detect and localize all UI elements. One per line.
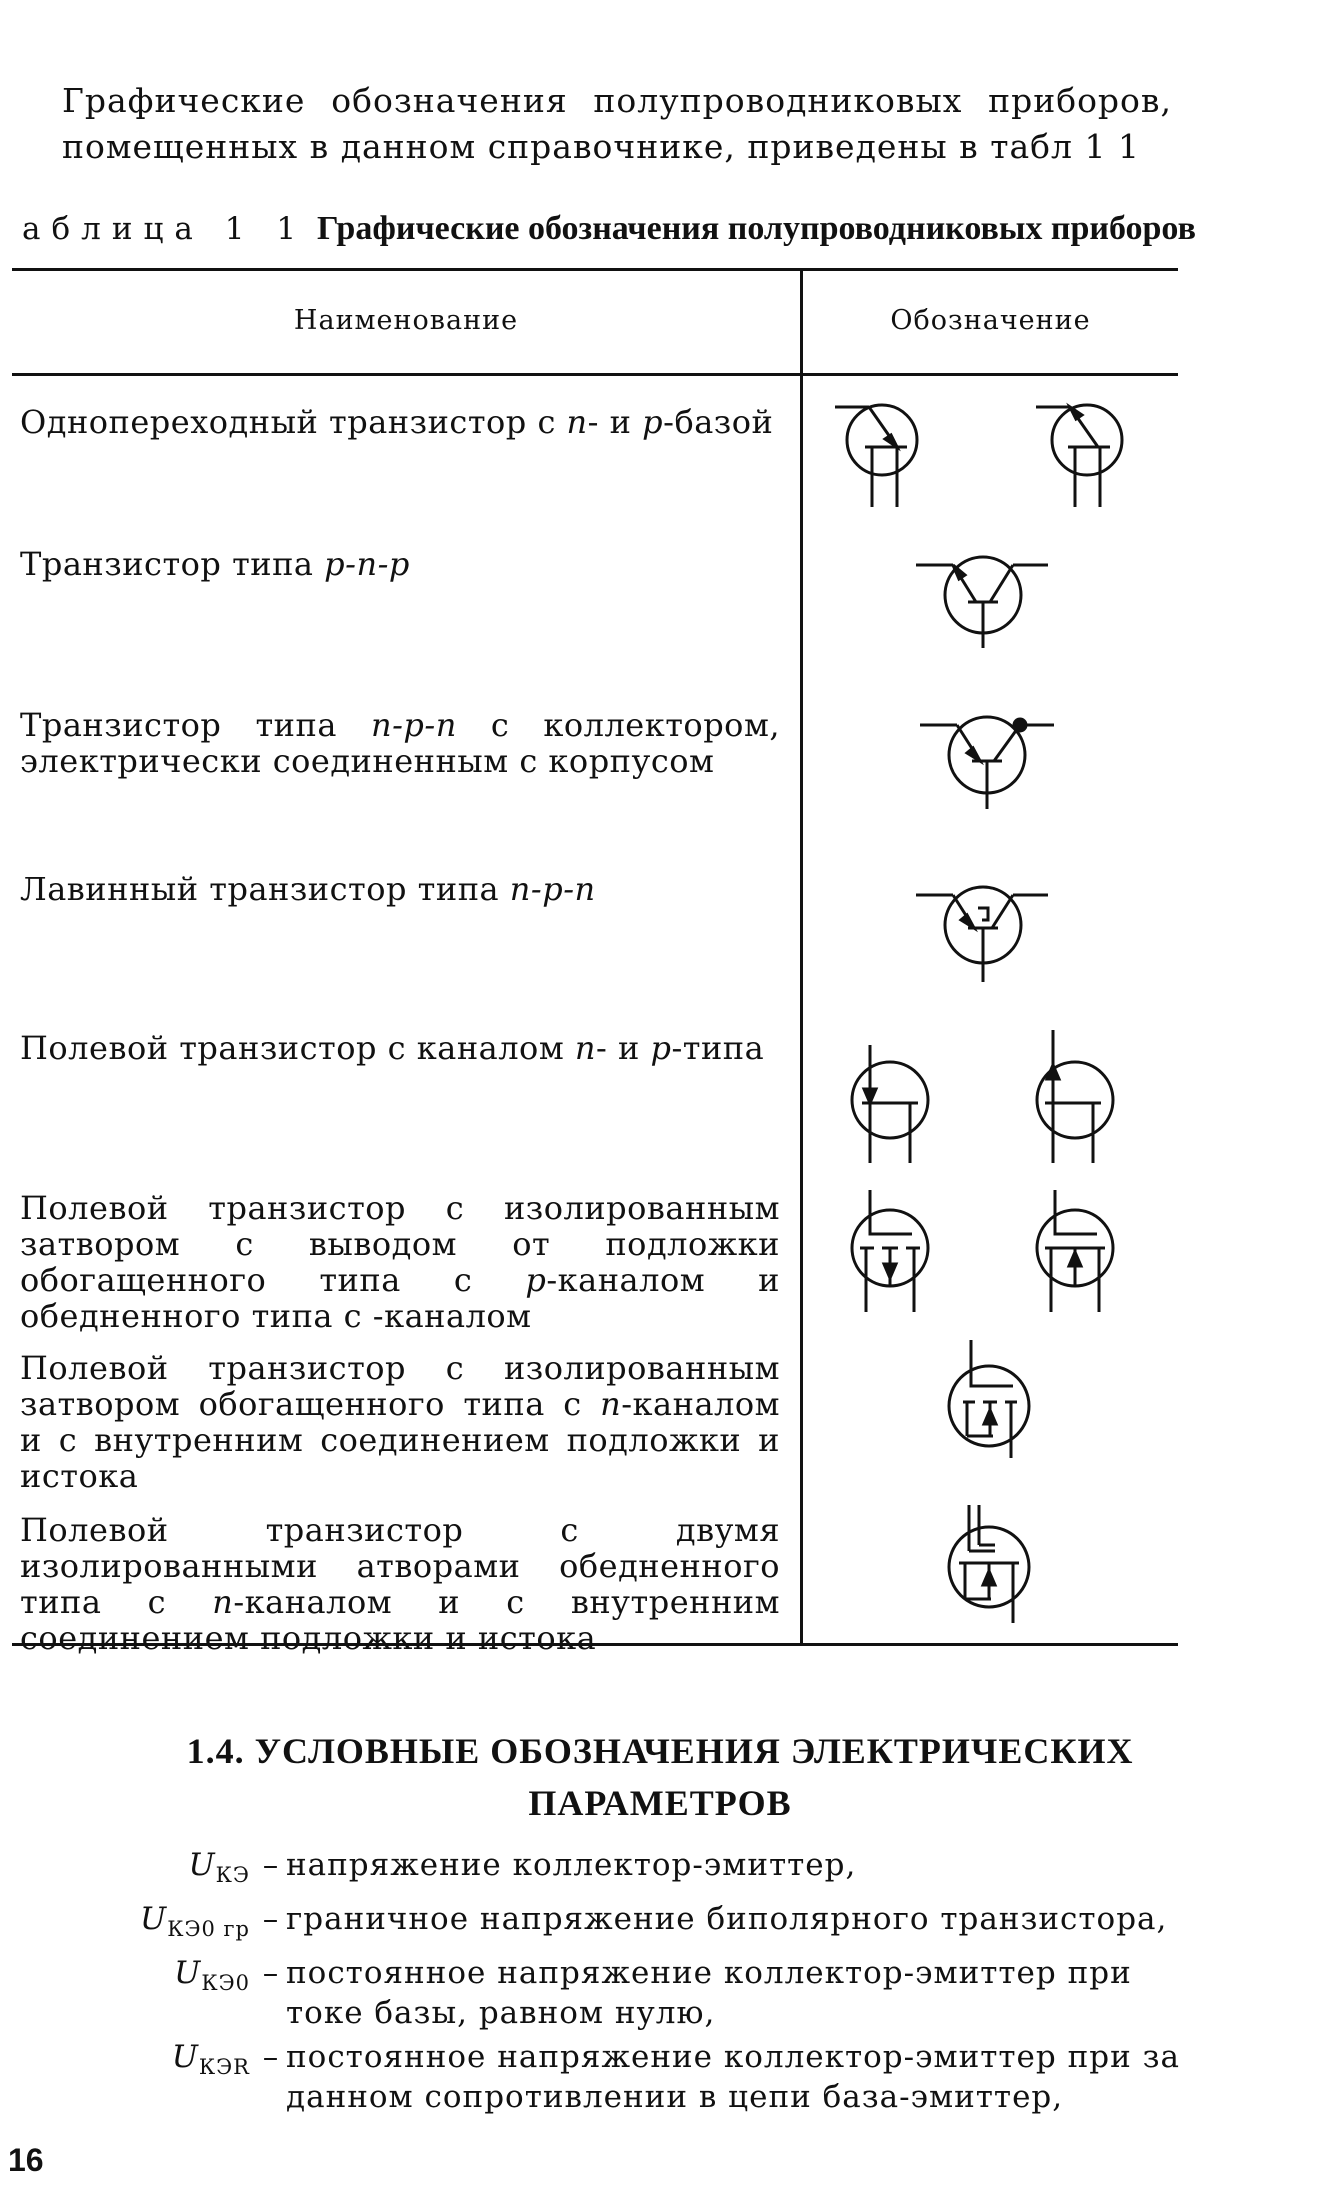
intro-paragraph: Графические обозначения полупроводниковых приборов, помещенных в данном справочнике, приведены в табл 1 1	[62, 81, 1172, 166]
table-column-divider	[800, 268, 803, 1646]
row-6-name: Полевой транзистор с изолированным затвором с выводом от подложки обогащенного типа с p-каналом и обедненного типа с -каналом	[20, 1189, 781, 1335]
section-heading	[0, 1725, 1320, 1829]
parameter-description: граничное напряжение биполярного транзистора,	[286, 1901, 1168, 1938]
unijunction-transistor-p-icon	[1030, 395, 1140, 515]
section-title-line1: УСЛОВНЫЕ ОБОЗНАЧЕНИЯ ЭЛЕКТРИЧЕСКИХ	[254, 1731, 1134, 1771]
table-caption	[22, 210, 1196, 248]
row-5-name: Полевой транзистор с каналом n- и p-типа	[20, 1029, 765, 1067]
parameter-item	[100, 1845, 1200, 1895]
parameter-item	[100, 1899, 1200, 1949]
avalanche-npn-icon	[908, 870, 1058, 990]
dual-gate-mosfet-icon	[935, 1505, 1045, 1630]
row-4-name: Лавинный транзистор типа n-p-n	[20, 870, 596, 908]
parameter-term: $U_{КЭ0}$	[174, 1955, 250, 1996]
row-3-name: Транзистор типа n-p-n с коллектором, электрически соединенным с корпусом	[20, 706, 780, 780]
page-number: 16	[8, 2142, 44, 2178]
mosfet-n-depletion-icon	[1025, 1190, 1135, 1320]
row-1-name: Однопереходный транзистор с n- и p-базой	[20, 403, 774, 441]
mosfet-n-enhancement-internal-icon	[935, 1340, 1045, 1465]
header-name: Наименование	[293, 305, 519, 336]
table-header-rule	[12, 373, 1178, 376]
parameter-description: постоянное напряжение коллектор-эмиттер при токе базы, равном нулю,	[286, 1955, 1132, 2032]
parameter-dash: –	[262, 2039, 280, 2076]
jfet-p-channel-icon	[1025, 1025, 1135, 1170]
header-symbol: Обозначение	[890, 305, 1091, 336]
parameter-term: $U_{КЭR}$	[171, 2039, 250, 2080]
table-caption-prefix: аблица 1 1	[22, 211, 308, 247]
row-7-name: Полевой транзистор с изолированным затвором обогащенного типа с n-каналом и с внутренним соединением подложки и истока	[20, 1349, 780, 1495]
parameter-list	[100, 1845, 1200, 2117]
row-8-name: Полевой транзистор с двумя изолированными атворами обедненного типа с n-каналом и с внутренним соединением подложки и истока	[20, 1511, 781, 1657]
jfet-n-channel-icon	[840, 1035, 950, 1170]
parameter-item	[100, 2037, 1200, 2117]
parameter-dash: –	[262, 1847, 280, 1883]
parameter-term: $U_{КЭ}$	[188, 1847, 250, 1888]
section-heading-line1	[0, 1725, 1320, 1777]
parameter-description: напряжение коллектор-эмиттер,	[286, 1847, 857, 1883]
parameter-dash: –	[262, 1955, 280, 1992]
table-caption-title: Графические обозначения полупроводниковых приборов	[316, 210, 1196, 247]
npn-case-collector-icon	[912, 695, 1062, 815]
unijunction-transistor-n-icon	[825, 395, 935, 515]
parameter-dash: –	[262, 1901, 280, 1938]
parameter-description: постоянное напряжение коллектор-эмиттер при за данном сопротивлении в цепи база-эмиттер,	[286, 2039, 1181, 2116]
pnp-transistor-icon	[908, 540, 1058, 655]
section-number: 1.4.	[186, 1731, 245, 1771]
parameter-term: $U_{КЭ0 гр}$	[140, 1901, 250, 1942]
row-2-name: Транзистор типа p-n-p	[20, 545, 410, 583]
table-top-rule	[12, 268, 1178, 271]
parameter-item	[100, 1953, 1200, 2033]
section-title-line2: ПАРАМЕТРОВ	[528, 1783, 792, 1823]
mosfet-p-enhancement-icon	[840, 1190, 950, 1320]
